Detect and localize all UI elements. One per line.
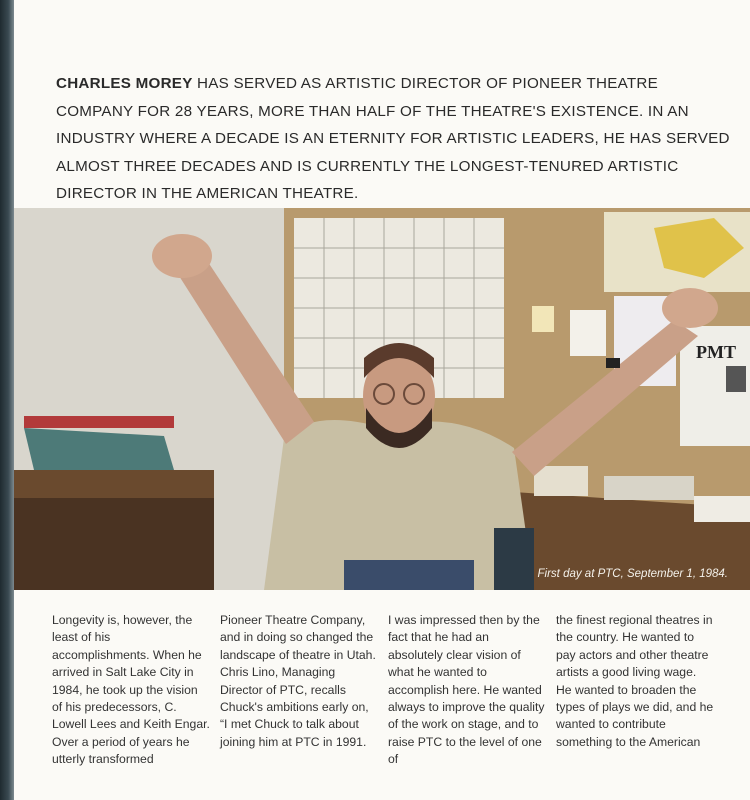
- body-column-4: [556, 612, 714, 751]
- lead-paragraph: [56, 70, 736, 208]
- office-photo: [14, 208, 750, 590]
- body-column-3: [388, 612, 546, 769]
- body-text: the finest regional theatres in the country. He wanted to pay actors and other theatre artists a good living wage. He wanted to broaden the types of plays we did, and he wanted to contribute something to the American: [556, 613, 714, 749]
- poster-title: PMT: [696, 342, 736, 362]
- body-text: I was impressed then by the fact that he had an absolutely clear vision of what he wanted to accomplish here. He wanted always to improve the quality of the work on stage, and to raise PTC to the level of one of: [388, 613, 545, 767]
- body-text: Pioneer Theatre Company, and in doing so changed the landscape of theatre in Utah. Chris Lino, Managing Director of PTC, recalls Chuck's ambitions early on, “I met Chuck to talk about joining him at PTC in 1991.: [220, 613, 376, 749]
- photo-illustration: [14, 208, 750, 590]
- body-columns: [52, 612, 742, 782]
- body-text: Longevity is, however, the least of his accomplishments. When he arrived in Salt Lake City in 1984, he took up the vision of his predecessors, C. Lowell Lees and Keith Engar. Over a period of years he utterly transformed: [52, 613, 210, 767]
- lead-text: HAS SERVED AS ARTISTIC DIRECTOR OF PIONEER THEATRE COMPANY FOR 28 YEARS, MORE THAN HALF OF THE THEATRE'S EXISTENCE. IN AN INDUSTRY WHERE A DECADE IS AN ETERNITY FOR ARTISTIC LEADERS, HE HAS SERVED ALMOST THREE DECADES AND IS CURRENTLY THE LONGEST-TENURED ARTISTIC DIRECTOR IN THE AMERICAN THEATRE.: [56, 75, 730, 202]
- magazine-page: [14, 0, 750, 800]
- lead-name: CHARLES MOREY: [56, 75, 193, 92]
- book-spine-edge: [0, 0, 14, 800]
- body-column-2: [220, 612, 378, 751]
- body-column-1: [52, 612, 210, 769]
- photo-caption: First day at PTC, September 1, 1984.: [537, 568, 728, 580]
